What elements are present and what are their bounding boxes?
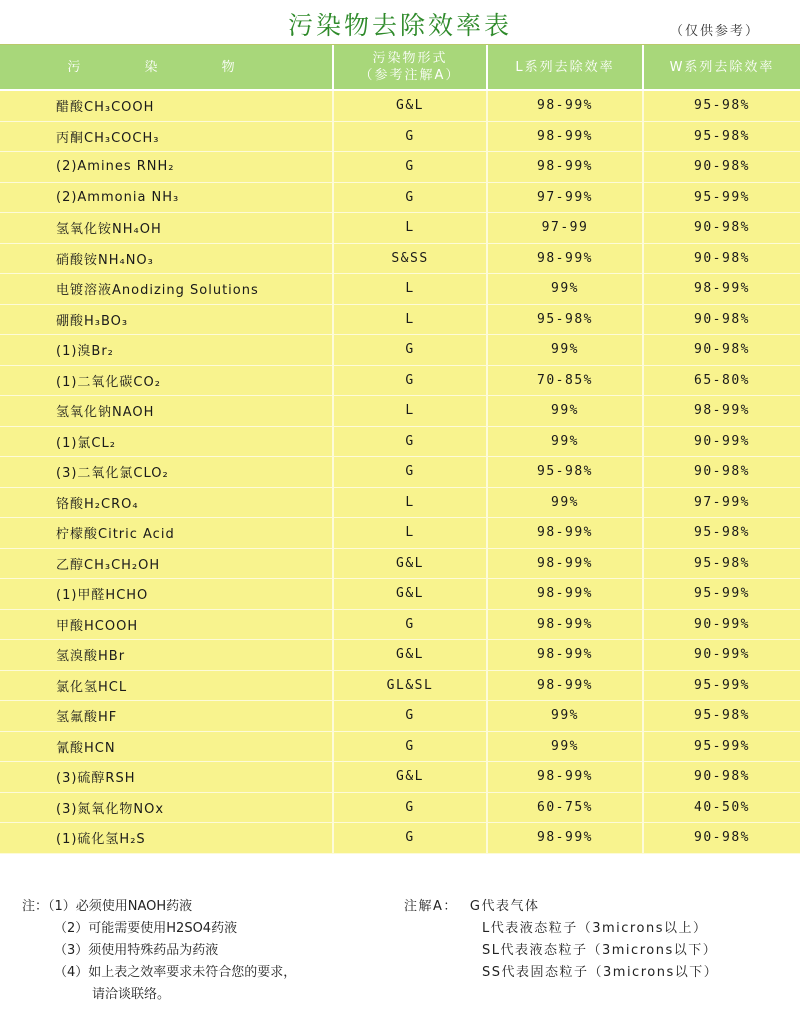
legend-item: SL代表液态粒子（3microns以下） — [482, 943, 718, 958]
form-cell: L — [334, 305, 488, 335]
form-cell: G&L — [334, 579, 488, 609]
pollutant-cell: 乙醇CH₃CH₂OH — [0, 549, 334, 579]
l-efficiency-cell: 99% — [488, 396, 644, 426]
w-efficiency-cell: 90-99% — [694, 433, 750, 449]
pollutant-cell: 硼酸H₃BO₃ — [0, 305, 334, 335]
w-efficiency-cell: 65-80% — [694, 372, 750, 388]
pollutant-cell: 氢氧化钠NAOH — [0, 396, 334, 426]
form-cell: L — [334, 213, 488, 243]
notes-section — [0, 890, 800, 1028]
w-efficiency-cell: 40-50% — [694, 799, 750, 815]
form-cell: S&SS — [334, 244, 488, 274]
w-efficiency-cell: 90-98% — [694, 830, 750, 846]
header-pollutant: 污 染 物 — [0, 45, 334, 89]
l-efficiency-cell: 98-99% — [488, 823, 644, 853]
note-item: 请洽谈联络。 — [92, 987, 171, 1002]
w-efficiency-cell: 97-99% — [694, 494, 750, 510]
pollutant-cell: (1)溴Br₂ — [0, 335, 334, 365]
legend-item: L代表液态粒子（3microns以上） — [482, 921, 708, 936]
table-row — [0, 213, 800, 244]
table-row — [0, 457, 800, 488]
form-cell: L — [334, 518, 488, 548]
pollutant-cell: 铬酸H₂CRO₄ — [0, 488, 334, 518]
form-cell: G — [334, 823, 488, 853]
w-efficiency-cell: 98-99% — [694, 403, 750, 419]
l-efficiency-cell: 98-99% — [488, 152, 644, 182]
l-efficiency-cell: 98-99% — [488, 549, 644, 579]
l-efficiency-cell: 99% — [488, 335, 644, 365]
form-cell: G — [334, 122, 488, 152]
w-efficiency-cell: 95-99% — [694, 677, 750, 693]
table-row — [0, 122, 800, 153]
w-efficiency-cell: 95-98% — [694, 128, 750, 144]
header-form: 污染物形式 （参考注解A） — [334, 45, 488, 89]
note-item: 注：（1）必须使用NAOH药液 — [22, 899, 193, 914]
pollutant-cell: 硝酸铵NH₄NO₃ — [0, 244, 334, 274]
table-row — [0, 244, 800, 275]
form-cell: G&L — [334, 762, 488, 792]
pollutant-cell: 氰酸HCN — [0, 732, 334, 762]
form-cell: G&L — [334, 640, 488, 670]
l-efficiency-cell: 99% — [488, 274, 644, 304]
w-efficiency-cell: 98-99% — [694, 281, 750, 297]
l-efficiency-cell: 98-99% — [488, 640, 644, 670]
form-cell: G — [334, 183, 488, 213]
w-efficiency-cell: 95-99% — [694, 586, 750, 602]
l-efficiency-cell: 60-75% — [488, 793, 644, 823]
table-row — [0, 732, 800, 763]
pollutant-cell: 氯化氢HCL — [0, 671, 334, 701]
table-row — [0, 91, 800, 122]
w-efficiency-cell: 95-98% — [694, 555, 750, 571]
w-efficiency-cell: 90-98% — [694, 464, 750, 480]
table-row — [0, 793, 800, 824]
w-efficiency-cell: 90-98% — [694, 769, 750, 785]
table-row — [0, 640, 800, 671]
w-efficiency-cell: 90-98% — [694, 250, 750, 266]
w-efficiency-cell: 95-98% — [694, 525, 750, 541]
l-efficiency-cell: 95-98% — [488, 305, 644, 335]
w-efficiency-cell: 90-99% — [694, 647, 750, 663]
w-efficiency-cell: 90-98% — [694, 159, 750, 175]
pollutant-cell: 柠檬酸Citric Acid — [0, 518, 334, 548]
table-row — [0, 610, 800, 641]
pollutant-cell: 氢溴酸HBr — [0, 640, 334, 670]
table-row — [0, 549, 800, 580]
w-efficiency-cell: 90-98% — [694, 220, 750, 236]
pollutant-cell: 氢氧化铵NH₄OH — [0, 213, 334, 243]
form-cell: G — [334, 366, 488, 396]
form-cell: L — [334, 396, 488, 426]
pollutant-cell: (2)Amines RNH₂ — [0, 152, 334, 182]
legend-item: SS代表固态粒子（3microns以下） — [482, 965, 719, 980]
table-row — [0, 671, 800, 702]
note-item: （4）如上表之效率要求未符合您的要求， — [54, 965, 297, 980]
table-row — [0, 579, 800, 610]
table-body — [0, 91, 800, 854]
form-cell: G&L — [334, 91, 488, 121]
table-row — [0, 152, 800, 183]
table-row — [0, 183, 800, 214]
form-cell: G — [334, 457, 488, 487]
l-efficiency-cell: 98-99% — [488, 610, 644, 640]
pollutant-cell: 丙酮CH₃COCH₃ — [0, 122, 334, 152]
form-cell: L — [334, 488, 488, 518]
w-efficiency-cell: 95-98% — [694, 708, 750, 724]
pollutant-cell: (3)硫醇RSH — [0, 762, 334, 792]
table-row — [0, 366, 800, 397]
pollutant-cell: 氢氟酸HF — [0, 701, 334, 731]
l-efficiency-cell: 98-99% — [488, 122, 644, 152]
pollutant-cell: (1)二氧化碳CO₂ — [0, 366, 334, 396]
pollutant-cell: (1)硫化氢H₂S — [0, 823, 334, 853]
legend-list — [404, 896, 718, 984]
legend-item: 注解A： G代表气体 — [404, 899, 540, 914]
table-header — [0, 45, 800, 91]
l-efficiency-cell: 99% — [488, 732, 644, 762]
page-title: 污染物去除效率表 — [287, 11, 512, 40]
l-efficiency-cell: 99% — [488, 488, 644, 518]
form-cell: L — [334, 274, 488, 304]
pollutant-cell: (3)氮氧化物NOx — [0, 793, 334, 823]
w-efficiency-cell: 90-99% — [694, 616, 750, 632]
l-efficiency-cell: 98-99% — [488, 579, 644, 609]
l-efficiency-cell: 98-99% — [488, 91, 644, 121]
pollutant-cell: 醋酸CH₃COOH — [0, 91, 334, 121]
pollutant-cell: (2)Ammonia NH₃ — [0, 183, 334, 213]
table-row — [0, 335, 800, 366]
header-l-efficiency: L系列去除效率 — [488, 45, 644, 89]
w-efficiency-cell: 95-99% — [694, 189, 750, 205]
efficiency-table — [0, 44, 800, 854]
l-efficiency-cell: 99% — [488, 427, 644, 457]
pollutant-cell: 甲酸HCOOH — [0, 610, 334, 640]
header-w-efficiency: W系列去除效率 — [669, 59, 775, 75]
w-efficiency-cell: 90-98% — [694, 342, 750, 358]
table-row — [0, 762, 800, 793]
form-cell: G — [334, 701, 488, 731]
form-cell: G — [334, 732, 488, 762]
l-efficiency-cell: 99% — [488, 701, 644, 731]
page-subtitle: （仅供参考） — [669, 24, 760, 39]
table-row — [0, 305, 800, 336]
form-cell: GL&SL — [334, 671, 488, 701]
table-row — [0, 274, 800, 305]
l-efficiency-cell: 98-99% — [488, 671, 644, 701]
pollutant-cell: (3)二氧化氯CLO₂ — [0, 457, 334, 487]
l-efficiency-cell: 97-99 — [488, 213, 644, 243]
l-efficiency-cell: 95-98% — [488, 457, 644, 487]
table-row — [0, 427, 800, 458]
pollutant-cell: (1)氯CL₂ — [0, 427, 334, 457]
pollutant-cell: (1)甲醛HCHO — [0, 579, 334, 609]
l-efficiency-cell: 98-99% — [488, 762, 644, 792]
table-row — [0, 823, 800, 854]
table-row — [0, 701, 800, 732]
l-efficiency-cell: 98-99% — [488, 518, 644, 548]
l-efficiency-cell: 70-85% — [488, 366, 644, 396]
form-cell: G — [334, 610, 488, 640]
table-row — [0, 488, 800, 519]
w-efficiency-cell: 90-98% — [694, 311, 750, 327]
w-efficiency-cell: 95-99% — [694, 738, 750, 754]
note-item: （3）须使用特殊药品为药液 — [54, 943, 219, 958]
pollutant-cell: 电镀溶液Anodizing Solutions — [0, 274, 334, 304]
table-row — [0, 518, 800, 549]
title-bar — [0, 0, 800, 44]
w-efficiency-cell: 95-98% — [694, 98, 750, 114]
form-cell: G&L — [334, 549, 488, 579]
l-efficiency-cell: 98-99% — [488, 244, 644, 274]
form-cell: G — [334, 335, 488, 365]
l-efficiency-cell: 97-99% — [488, 183, 644, 213]
form-cell: G — [334, 427, 488, 457]
form-cell: G — [334, 152, 488, 182]
note-item: （2）可能需要使用H2SO4药液 — [54, 921, 238, 936]
notes-list — [22, 896, 296, 1006]
form-cell: G — [334, 793, 488, 823]
table-row — [0, 396, 800, 427]
